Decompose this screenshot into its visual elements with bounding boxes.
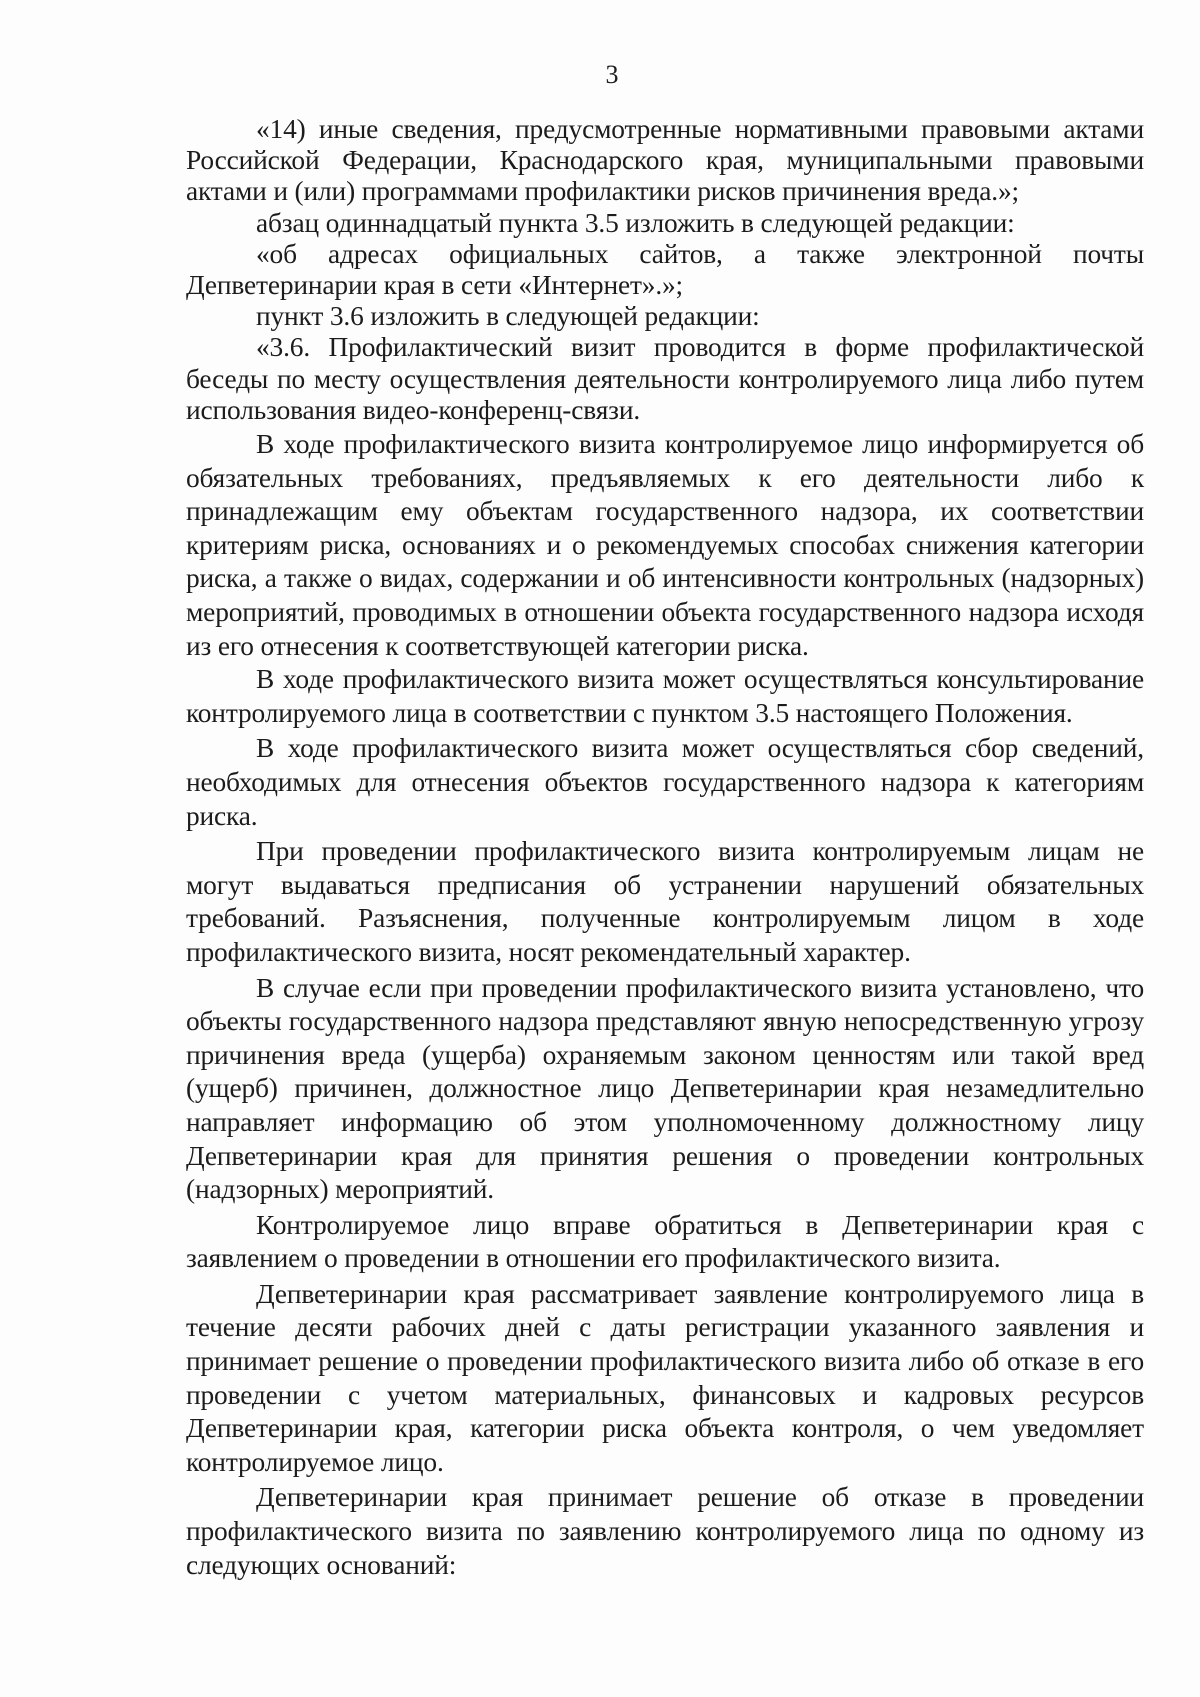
page-number: 3 — [605, 60, 619, 89]
paragraph-request-visit: Контролируемое лицо вправе обратиться в Депветеринарии края с заявлением о проведении в отношении его профилактического визита. — [186, 1209, 1144, 1274]
paragraph-refusal-grounds: Депветеринарии края принимает решение об отказе в проведении профилактического визита по заявлению контролируемого лица по одному из следующих оснований: — [186, 1482, 1144, 1580]
paragraph-amendment-3-6: пункт 3.6 изложить в следующей редакции: — [256, 301, 760, 332]
paragraph-no-orders: При проведении профилактического визита контролируемым лицам не могут выдаваться предписания об устранении нарушений обязательных требований. Разъяснения, полученные контролируемым лицом в ходе профилактического визита, носят рекомендательный характер. — [186, 836, 1144, 967]
paragraph-amendment-3-5: абзац одиннадцатый пункта 3.5 изложить в следующей редакции: — [256, 207, 1015, 238]
document-body — [186, 114, 1144, 1582]
paragraph-official-sites: «об адресах официальных сайтов, а также электронной почты Депветеринарии края в сети «Интернет».»; — [186, 238, 1144, 301]
paragraph-direct-threat: В случае если при проведении профилактического визита установлено, что объекты государственного надзора представляют явную непосредственную угрозу причинения вреда (ущерба) охраняемым законом ценностям или такой вред (ущерб) причинен, должностное лицо Депветеринарии края незамедлительно направляет информацию об этом уполномоченному должностному лицу Депветеринарии края для принятия решения о проведении контрольных (надзорных) мероприятий. — [186, 972, 1144, 1205]
paragraph-item-14: «14) иные сведения, предусмотренные нормативными правовыми актами Российской Федерации, Краснодарского края, муниципальными правовыми актами и (или) программами профилактики рисков причинения вреда.»; — [186, 114, 1144, 207]
paragraph-3-6-visit-form: «3.6. Профилактический визит проводится в форме профилактической беседы по месту осуществления деятельности контролируемого лица либо путем использования видео-конференц-связи. — [186, 332, 1144, 425]
paragraph-visit-consulting: В ходе профилактического визита может осуществляться консультирование контролируемого лица в соответствии с пунктом 3.5 настоящего Положения. — [186, 664, 1144, 728]
paragraph-review-request: Депветеринарии края рассматривает заявление контролируемого лица в течение десяти рабочих дней с даты регистрации указанного заявления и принимает решение о проведении профилактического визита либо об отказе в его проведении с учетом материальных, финансовых и кадровых ресурсов Депветеринарии края, категории риска объекта контроля, о чем уведомляет контролируемое лицо. — [186, 1278, 1144, 1477]
paragraph-visit-data-collection: В ходе профилактического визита может осуществляться сбор сведений, необходимых для отнесения объектов государственного надзора к категориям риска. — [186, 733, 1144, 831]
paragraph-visit-informing: В ходе профилактического визита контролируемое лицо информируется об обязательных требованиях, предъявляемых к его деятельности либо к принадлежащим ему объектам государственного надзора, их соответствии критериям риска, основаниях и о рекомендуемых способах снижения категории риска, а также о видах, содержании и об интенсивности контрольных (надзорных) мероприятий, проводимых в отношении объекта государственного надзора исходя из его отнесения к соответствующей категории риска. — [186, 429, 1144, 661]
